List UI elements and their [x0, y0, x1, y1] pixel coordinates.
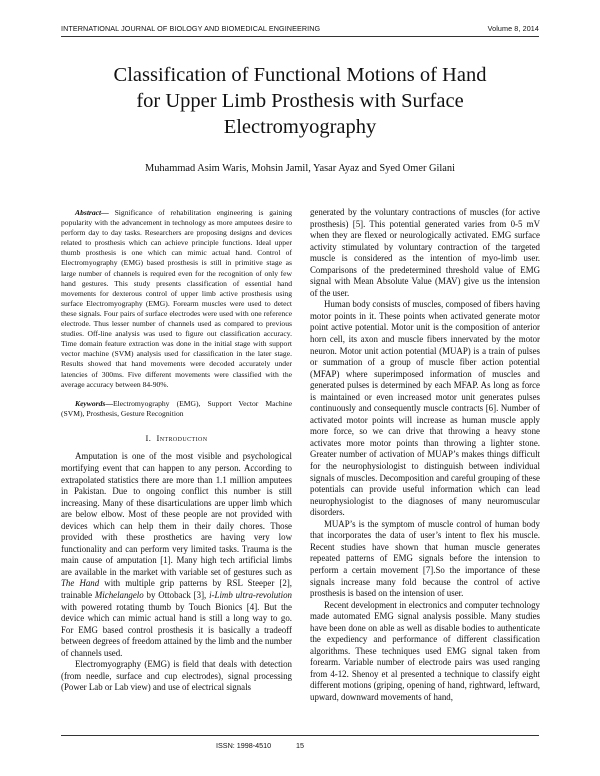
body-paragraph-4: Recent development in electronics and computer technology made automated EMG signal analysis possible. Many studies have been done on able as well as disable bodies to authenticate the expediency and performance of different classification algorithms. These techniques used EMG signal taken from forearm. Variable number of electrode pairs was used ranging from 4-12. Shenoy et al presented a technique to classify eight different motions (griping, opening of hand, rightward, leftward, upward, downward movements of hand, — [310, 599, 540, 702]
intro-p1-text-a: Amputation is one of the most visible and psychological mortifying event that can happen to any person. According to extrapolated statistics there are more than 1.1 million amputees in Pakistan. Due to ongoing conflict this number is still increasing. Many of these disarticulations are upper limb which are below elbow. Most of these people are not provided with devices which can help them in their daily chores. Those provided with these prosthetics are having very low functionality and can perform very limited tasks. Trauma is the main cause of amputation [1]. Many high tech artificial limbs are available in the market with variable set of gestures such as — [61, 451, 292, 577]
issn-label: ISSN: 1998-4510 — [216, 741, 272, 750]
paper-title — [60, 62, 540, 140]
abstract — [61, 208, 292, 390]
section-title: Introduction — [156, 432, 208, 443]
abstract-label: Abstract — [75, 208, 102, 217]
keywords — [61, 399, 292, 419]
page-number: 15 — [296, 741, 304, 750]
product-name-ilimb: i-Limb ultra-revolution — [209, 589, 292, 600]
body-paragraph-2: Human body consists of muscles, composed of fibers having motor points in it. These points when activated generate motor point active potential. Motor unit is the composition of anterior horn cell, its axon and muscle fibers innervated by the motor neuron. Motor unit action potential (MUAP) is a train of pulses or summation of a group of muscle fiber action potential (MFAP) where superimposed information of muscles and generated pulses is determined by each MFAP. As long as force is maintained or even increased motor unit generates pulses continuously and consequently muscle contracts [6]. Number of activated motor points will increase as human muscle apply more force, so we can drive that throwing a heavy stone activates more motor points than throwing a lighter stone. Greater number of activation of MUAP’s makes things difficult for the neurophysiologist to distinguish between individual signals of muscles. Decomposition and careful grouping of these potentials can provide useful information which can lead neurophysiologist to the diagnoses of many neuromuscular disorders. — [310, 299, 540, 518]
keywords-dash: — — [105, 398, 113, 408]
intro-p1-text-d: with powered rotating thumb by Touch Bionics [4]. But the device which can mimic actual hand is still a long way to go. For EMG based control prosthesis it is basically a tradeoff between degrees of freedom attained by the limb and the number of channels used. — [61, 601, 292, 658]
title-line-3: Electromyography — [223, 116, 377, 138]
intro-p1-text-c: by Ottoback [3], — [143, 589, 210, 600]
header-rule — [61, 36, 539, 37]
footer-rule — [61, 735, 539, 736]
keywords-text: Electromyography (EMG), Support Vector Machine (SVM), Prosthesis, Gesture Recognition — [61, 398, 292, 418]
author-list: Muhammad Asim Waris, Mohsin Jamil, Yasar Ayaz and Syed Omer Gilani — [145, 163, 455, 174]
body-paragraph-1: generated by the voluntary contractions of muscles (for active prosthesis) [5]. This potential generated varies from 0-5 mV when they are flexed or neurologically activated. EMG surface activity stimulated by voluntary contraction of the targeted muscle is considered as the intention of myo-limb user. Comparisons of the predetermined threshold value of EMG signal with Mean Absolute Value (MAV) give us the intension of the user. — [310, 207, 540, 298]
journal-name: INTERNATIONAL JOURNAL OF BIOLOGY AND BIOMEDICAL ENGINEERING — [61, 24, 321, 33]
abstract-dash: — — [101, 208, 109, 217]
intro-paragraph-1 — [61, 451, 292, 659]
volume-label: Volume 8, 2014 — [487, 24, 539, 33]
abstract-text: Significance of rehabilitation engineering is gaining popularity with the advancement in technology as more amputees desire to perform day to day tasks. Researchers are proposing designs and devices related to prosthesis which can achieve principle functions. Ideal upper thumb prosthesis is one which can mimic actual hand. Control of Electromyography (EMG) based prosthesis is still in primitive stage as large number of channels is required even for the recognition of only few hand gestures. This study presents classification of essential hand movements for dexterous control of upper limb active prosthesis using surface Electromyography (EMG). Forearm muscles were used to detect these signals. Four pairs of surface electrodes were used with one reference electrode. Thus lesser number of channels used as compared to previous studies. Off-line analysis was used to figure out classification accuracy. Time domain feature extraction was done in the initial stage with support vector machine (SVM) analysis used for classification in the later stage. Results showed that hand movements were decoded accurately under latencies of 300ms. Five different movements were classified with the average accuracy between 84-90%. — [61, 208, 292, 389]
right-column — [310, 207, 540, 704]
body-paragraph-3: MUAP’s is the symptom of muscle control of human body that incorporates the data of user’s intent to flex his muscle. Recent studies have shown that human muscle generates repeated patterns of EMG signals before the intension to perform a certain movement [7].So the importance of these signals increase many fold because the control of active prosthesis is based on the intension of user. — [310, 518, 540, 599]
section-heading-introduction — [61, 433, 292, 445]
keywords-label: Keywords — [75, 398, 106, 408]
title-line-2: for Upper Limb Prosthesis with Surface — [136, 90, 464, 112]
intro-p1-text-b: with multiple grip patterns by RSL Steeper [2], trainable — [61, 578, 292, 600]
intro-paragraph-2: Electromyography (EMG) is field that deals with detection (from needle, surface and cup electrodes), signal processing (Power Lab or Lab view) and use of electrical signals — [61, 659, 292, 693]
title-line-1: Classification of Functional Motions of Hand — [113, 64, 487, 86]
section-numeral: I. — [145, 432, 152, 443]
left-column — [61, 208, 292, 694]
product-name-michelangelo: Michelangelo — [94, 589, 144, 600]
product-name-the-hand: The Hand — [61, 578, 100, 589]
